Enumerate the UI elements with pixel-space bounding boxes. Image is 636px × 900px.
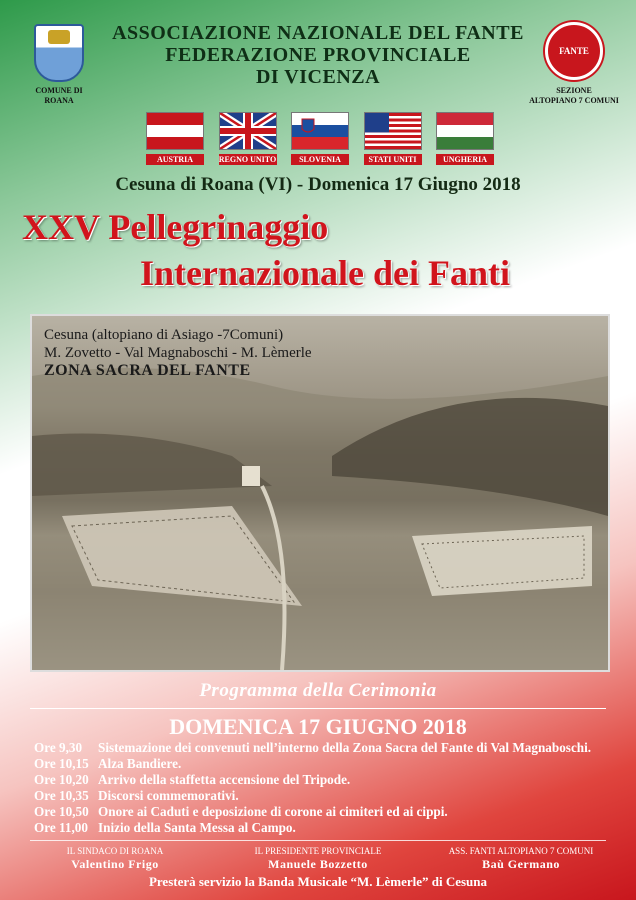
caption-line-3: ZONA SACRA DEL FANTE: [44, 362, 251, 379]
schedule-item: Ore 10,20 Arrivo della staffetta accensione del Tripode.: [34, 772, 351, 787]
title-line-2: FEDERAZIONE PROVINCIALE: [165, 44, 471, 66]
title-line-1: ASSOCIAZIONE NAZIONALE DEL FANTE: [112, 22, 524, 44]
schedule-item: Ore 11,00 Inizio della Santa Messa al Campo.: [34, 820, 296, 835]
program-title: Programma della Cerimonia: [199, 680, 437, 701]
schedule-item: Ore 9,30 Sistemazione dei convenuti nell’interno della Zona Sacra del Fante di Val Magnaboschi.: [34, 740, 592, 755]
austria-flag-icon: [146, 112, 204, 150]
comune-label: COMUNE DI ROANA: [35, 86, 83, 105]
schedule-item: Ore 10,50 Onore ai Caduti e deposizione di corone ai cimiteri ed ai cippi.: [34, 804, 448, 819]
historic-photo: [32, 316, 608, 670]
association-title: [96, 22, 540, 88]
event-title-line-1: XXV Pellegrinaggio: [22, 207, 329, 247]
signatures: [20, 846, 616, 871]
hungary-flag-icon: [436, 112, 494, 150]
schedule-list: [34, 740, 624, 836]
usa-flag-icon: [364, 112, 422, 150]
schedule-date: DOMENICA 17 GIUGNO 2018: [169, 714, 467, 739]
signature-presidente: IL PRESIDENTE PROVINCIALE Manuele Bozzetto: [254, 846, 382, 871]
title-line-3: DI VICENZA: [255, 66, 381, 88]
event-date-line: Cesuna di Roana (VI) - Domenica 17 Giugno 2018: [115, 174, 521, 195]
event-title-line-2: Internazionale dei Fanti: [140, 253, 510, 293]
comune-logo-block: [26, 24, 92, 106]
flag-austria: AUSTRIA: [146, 112, 204, 165]
flag-usa: STATI UNITI: [364, 112, 422, 165]
slovenia-flag-icon: [291, 112, 349, 150]
flag-slovenia: SLOVENIA: [291, 112, 349, 165]
fante-badge-icon: FANTE: [545, 22, 603, 80]
signature-associazione: ASS. FANTI ALTOPIANO 7 COMUNI Baù Germano: [448, 846, 594, 871]
sezione-label: SEZIONE ALTOPIANO 7 COMUNI: [529, 86, 619, 105]
signature-divider: [30, 840, 606, 841]
flag-hungary: UNGHERIA: [436, 112, 494, 165]
caption-line-1: Cesuna (altopiano di Asiago -7Comuni): [44, 327, 284, 343]
flag-uk: REGNO UNITO: [219, 112, 277, 165]
signature-sindaco: IL SINDACO DI ROANA Valentino Frigo: [66, 846, 164, 871]
uk-flag-icon: [219, 112, 277, 150]
sezione-logo-block: [524, 22, 624, 106]
footer-note: Presterà servizio la Banda Musicale “M. Lèmerle” di Cesuna: [148, 874, 488, 889]
caption-line-2: M. Zovetto - Val Magnaboschi - M. Lèmerle: [44, 345, 312, 361]
divider: [30, 708, 606, 709]
photo-caption: [44, 326, 312, 380]
schedule-item: Ore 10,15 Alza Bandiere.: [34, 756, 182, 771]
flags-row: [146, 112, 494, 165]
schedule-item: Ore 10,35 Discorsi commemorativi.: [34, 788, 239, 803]
roana-crest-icon: [34, 24, 84, 82]
